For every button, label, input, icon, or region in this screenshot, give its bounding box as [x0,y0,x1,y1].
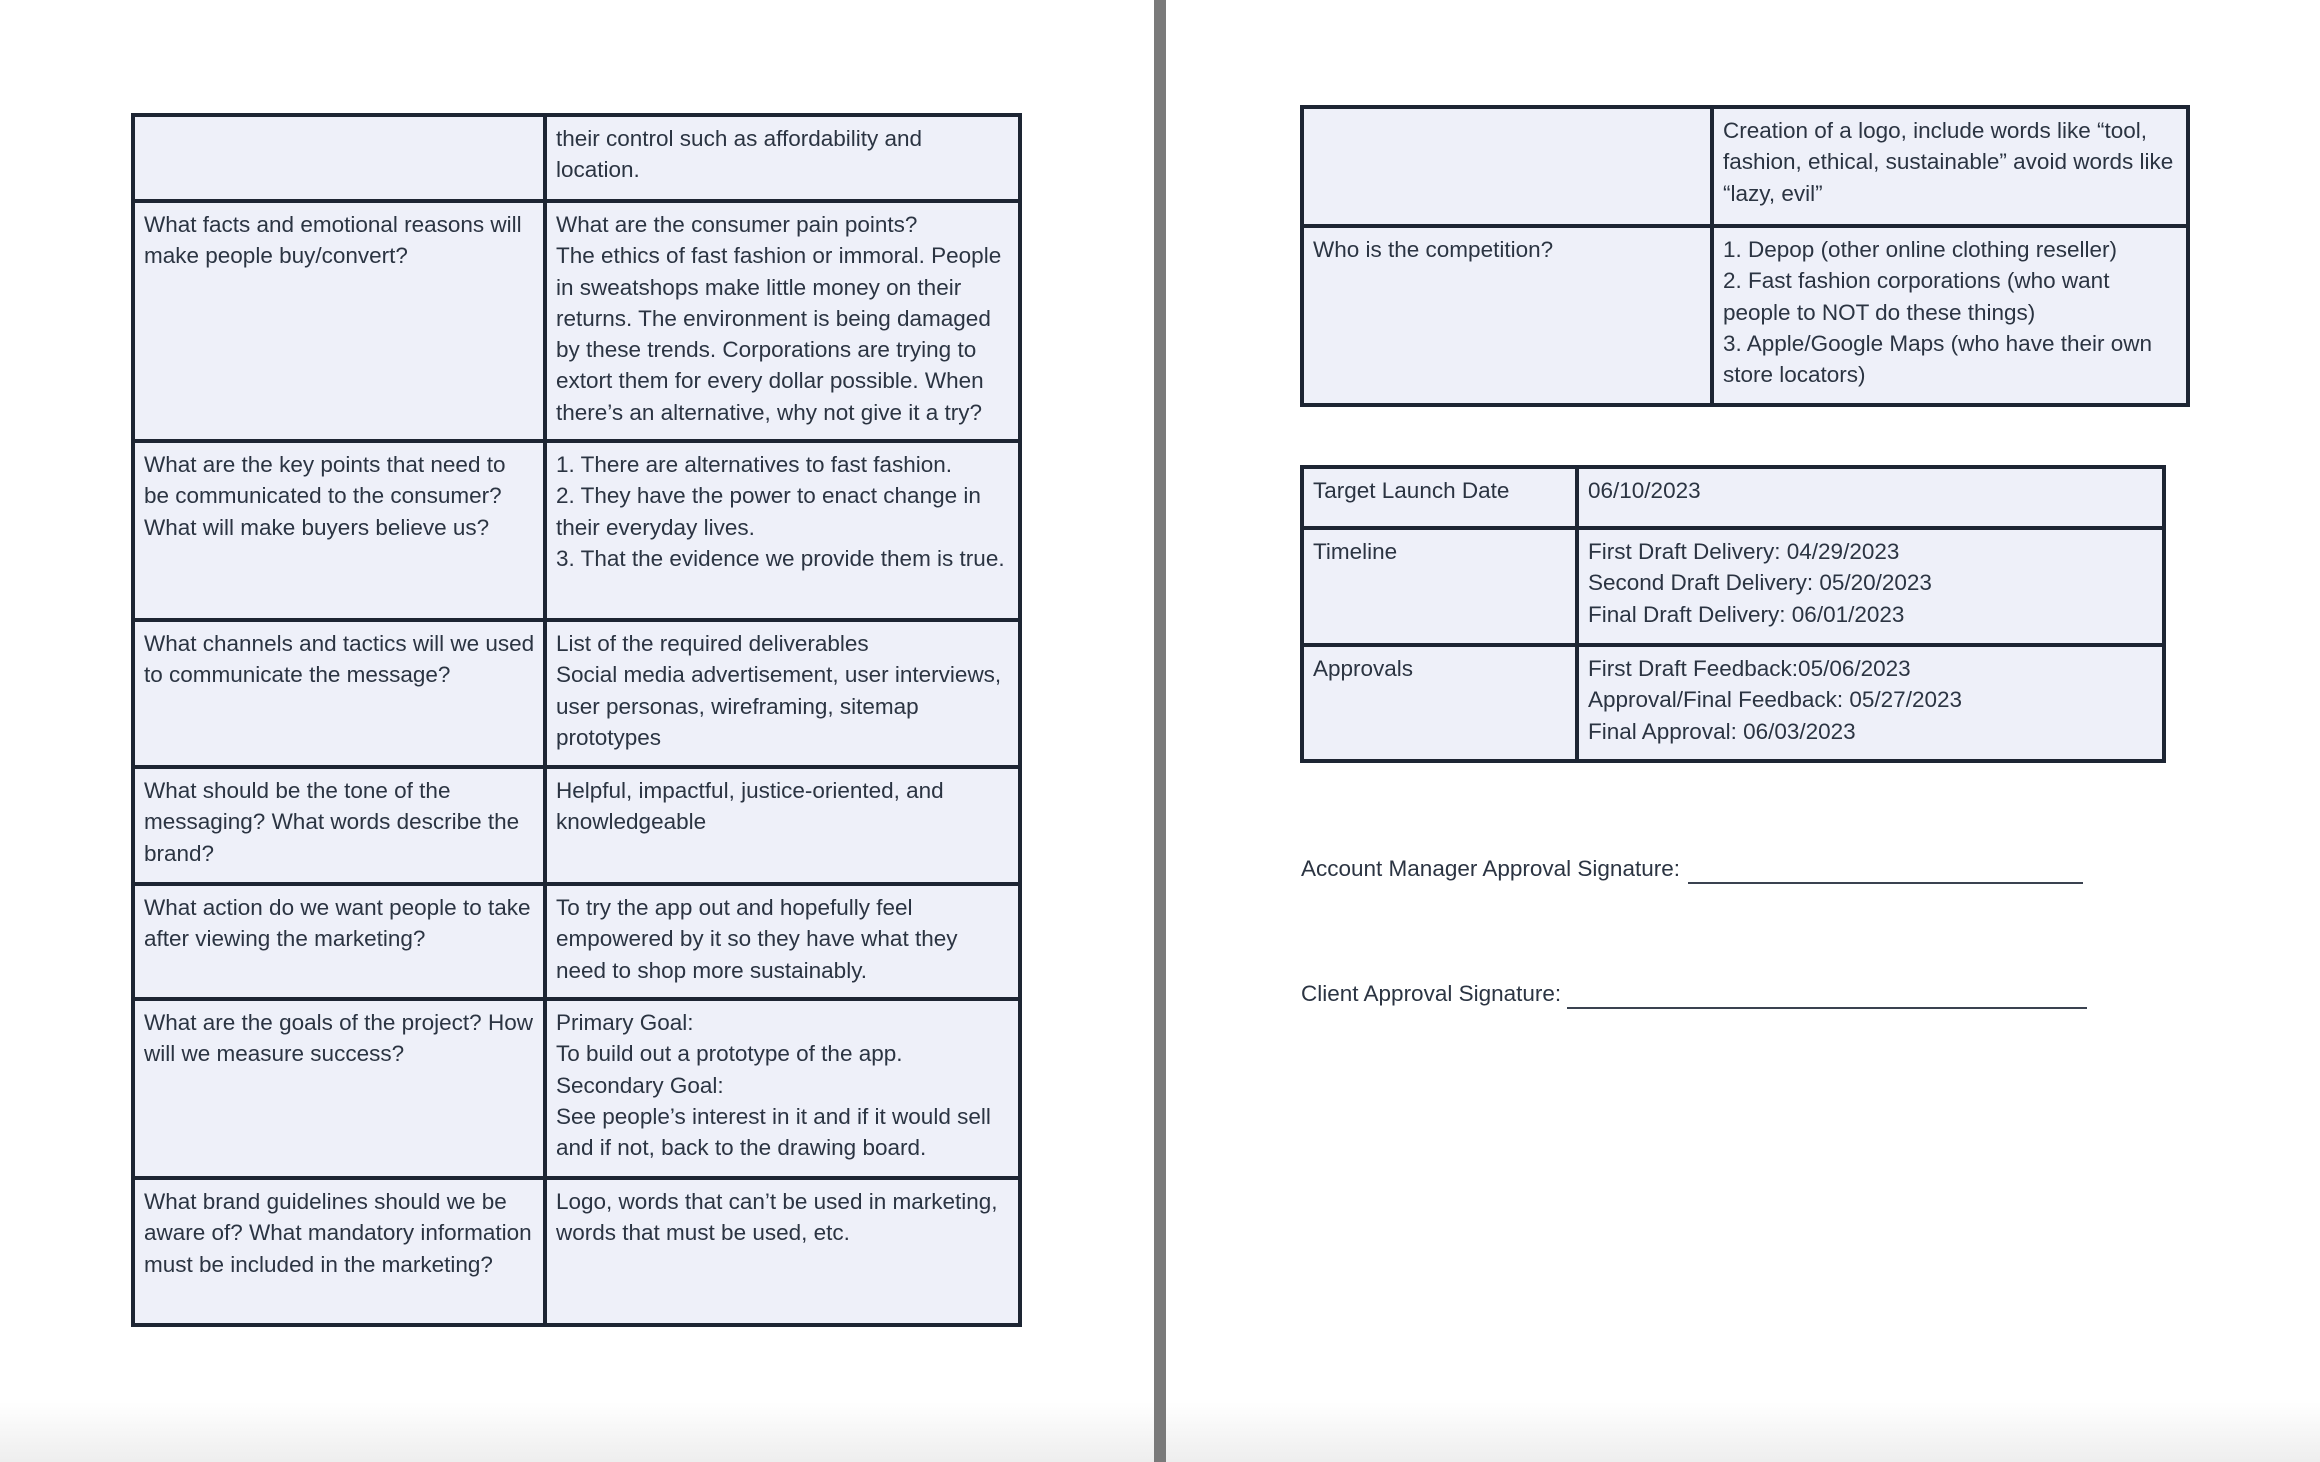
question-cell [133,884,545,999]
answer-text: To try the app out and hopefully feel empowered by it so they have what they need to shop more sustainably. [556,895,958,983]
answer-cell [1712,226,2188,405]
question-cell [133,441,545,620]
question-cell [133,115,545,201]
page-bottom-shadow [0,1402,1154,1462]
label-cell [1302,467,1577,528]
answer-cell [545,115,1020,201]
client-signature-line[interactable] [1567,985,2087,1009]
left-page [0,0,1154,1462]
question-cell [133,767,545,884]
question-cell [1302,107,1712,226]
table-row [133,201,1020,441]
answer-text: their control such as affordability and location. [556,126,923,183]
table-row [133,884,1020,999]
answer-cell [545,767,1020,884]
client-signature [1301,979,2087,1009]
page-bottom-shadow [1166,1402,2320,1462]
question-cell [133,620,545,767]
target-launch-date: 06/10/2023 [1588,478,1701,503]
table-row [133,620,1020,767]
table-row [133,441,1020,620]
value-cell [1577,467,2164,528]
page-divider [1154,0,1166,1462]
question-cell [133,201,545,441]
answer-cell [545,884,1020,999]
question-cell [133,1178,545,1325]
answer-text: What are the consumer pain points? The ethics of fast fashion or immoral. People in sweatshops make little money on their returns. The environment is being damaged by these trends. Corporations are trying to extort them for every dollar possible. When there’s an alternative, why not give it a try? [556,212,1002,425]
value-cell [1577,645,2164,761]
label-cell [1302,645,1577,761]
account-manager-signature-line[interactable] [1688,860,2083,884]
table-row [1302,226,2188,405]
question-text: What are the key points that need to be communicated to the consumer? What will make buyers believe us? [144,452,506,540]
question-cell [133,999,545,1178]
timeline-dates: First Draft Delivery: 04/29/2023 Second Draft Delivery: 05/20/2023 Final Draft Delivery: 06/01/2023 [1588,539,1932,627]
answer-text: Primary Goal: To build out a prototype of the app. Secondary Goal: See people’s interest in it and if it would sell and if not, back to the drawing board. [556,1010,991,1161]
approvals-dates: First Draft Feedback:05/06/2023 Approval/Final Feedback: 05/27/2023 Final Approval: 06/03/2023 [1588,656,1962,744]
table-row [1302,467,2164,528]
right-page [1166,0,2320,1462]
schedule-table [1300,465,2166,763]
table-row [133,999,1020,1178]
label-cell [1302,528,1577,645]
answer-cell [1712,107,2188,226]
answer-cell [545,201,1020,441]
question-text: What facts and emotional reasons will make people buy/convert? [144,212,522,269]
table-row [133,1178,1020,1325]
answer-text: 1. There are alternatives to fast fashion. 2. They have the power to enact change in their everyday lives. 3. That the evidence we provide them is true. [556,452,1005,571]
question-text: What channels and tactics will we used to communicate the message? [144,631,535,688]
question-text: What should be the tone of the messaging? What words describe the brand? [144,778,520,866]
brand-competition-table [1300,105,2190,407]
answer-cell [545,1178,1020,1325]
table-row [1302,528,2164,645]
table-row [133,115,1020,201]
question-cell [1302,226,1712,405]
creative-brief-table [131,113,1022,1327]
answer-text: Logo, words that can’t be used in marketing, words that must be used, etc. [556,1189,998,1246]
table-row [1302,645,2164,761]
answer-cell [545,441,1020,620]
answer-text: 1. Depop (other online clothing reseller) 2. Fast fashion corporations (who want people to NOT do these things) 3. Apple/Google Maps (who have their own store locators) [1723,237,2153,388]
approvals-label: Approvals [1313,656,1414,681]
answer-text: Helpful, impactful, justice-oriented, and knowledgeable [556,778,944,835]
account-manager-signature [1301,854,2083,884]
timeline-label: Timeline [1313,539,1398,564]
answer-text: Creation of a logo, include words like “tool, fashion, ethical, sustainable” avoid words like “lazy, evil” [1723,118,2174,206]
question-text: What are the goals of the project? How will we measure success? [144,1010,533,1067]
table-row [133,767,1020,884]
value-cell [1577,528,2164,645]
account-manager-signature-label: Account Manager Approval Signature: [1301,856,1680,881]
table-row [1302,107,2188,226]
answer-text: List of the required deliverables Social media advertisement, user interviews, user personas, wireframing, sitemap prototypes [556,631,1002,750]
question-text: What brand guidelines should we be aware of? What mandatory information must be included in the marketing? [144,1189,532,1277]
target-launch-label: Target Launch Date [1313,478,1510,503]
question-text: What action do we want people to take after viewing the marketing? [144,895,531,952]
answer-cell [545,999,1020,1178]
client-signature-label: Client Approval Signature: [1301,981,1562,1006]
answer-cell [545,620,1020,767]
question-text: Who is the competition? [1313,237,1554,262]
